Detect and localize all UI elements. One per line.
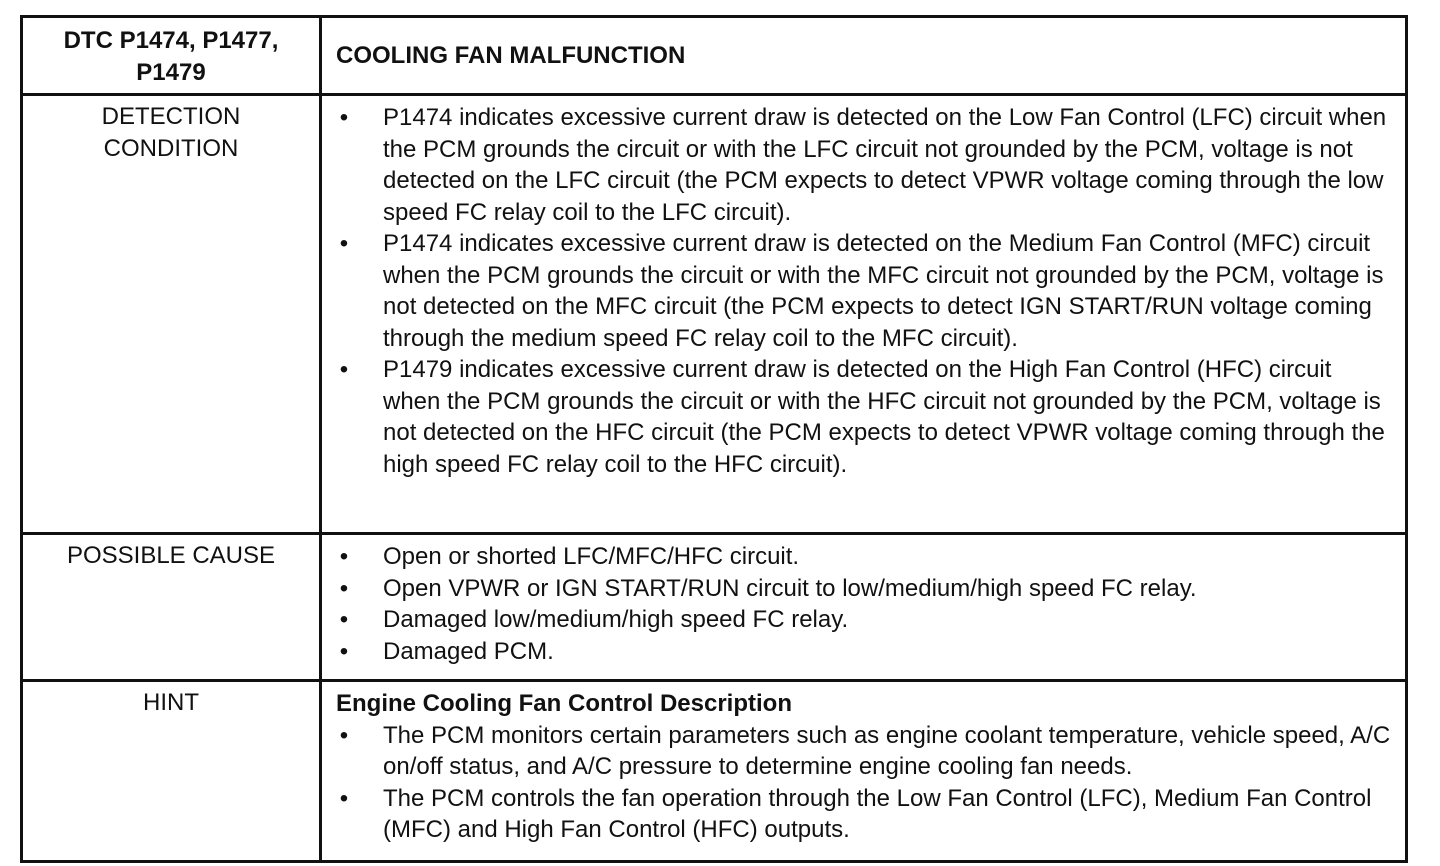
- bullet-icon: •: [339, 637, 349, 665]
- possible-cause-item: [336, 604, 1391, 636]
- detection-content: [321, 95, 1407, 534]
- bullet-icon: •: [339, 356, 349, 383]
- hint-content: [321, 681, 1407, 862]
- hint-item: [336, 720, 1391, 783]
- detection-item: [336, 228, 1391, 354]
- bullet-icon: •: [339, 574, 349, 602]
- detection-item: [336, 102, 1391, 228]
- detection-item-text: P1474 indicates excessive current draw is detected on the Low Fan Control (LFC) circuit when the PCM grounds the circuit or with the LFC circuit not grounded by the PCM, voltage is not detected on the LFC circuit (the PCM expects to detect VPWR voltage coming through the low speed FC relay coil to the LFC circuit).: [383, 104, 1387, 226]
- hint-label: HINT: [22, 681, 321, 862]
- hint-list: [336, 720, 1391, 846]
- bullet-icon: •: [339, 230, 349, 257]
- header-row: [22, 17, 1407, 95]
- hint-item-text: The PCM controls the fan operation through the Low Fan Control (LFC), Medium Fan Control (MFC) and High Fan Control (HFC) outputs.: [383, 784, 1372, 843]
- detection-item: [336, 354, 1391, 480]
- possible-cause-item-text: Open VPWR or IGN START/RUN circuit to low/medium/high speed FC relay.: [383, 574, 1197, 602]
- possible-cause-row: [22, 534, 1407, 681]
- possible-cause-label: POSSIBLE CAUSE: [22, 534, 321, 681]
- bullet-icon: •: [339, 721, 349, 749]
- possible-cause-list: [336, 541, 1391, 667]
- table-title: COOLING FAN MALFUNCTION: [321, 17, 1407, 95]
- possible-cause-item: [336, 636, 1391, 668]
- dtc-table: [20, 15, 1408, 863]
- detection-row: [22, 95, 1407, 534]
- dtc-codes-cell: DTC P1474, P1477, P1479: [22, 17, 321, 95]
- possible-cause-item: [336, 573, 1391, 605]
- hint-row: [22, 681, 1407, 862]
- possible-cause-item-text: Damaged PCM.: [383, 637, 554, 665]
- possible-cause-content: [321, 534, 1407, 681]
- detection-item-text: P1479 indicates excessive current draw is detected on the High Fan Control (HFC) circuit when the PCM grounds the circuit or with the HFC circuit not grounded by the PCM, voltage is not detected on the HFC circuit (the PCM expects to detect VPWR voltage coming through the high speed FC relay coil to the HFC circuit).: [383, 356, 1385, 478]
- detection-item-text: P1474 indicates excessive current draw is detected on the Medium Fan Control (MFC) circuit when the PCM grounds the circuit or with the MFC circuit not grounded by the PCM, voltage is not detected on the MFC circuit (the PCM expects to detect IGN START/RUN voltage coming through the medium speed FC relay coil to the MFC circuit).: [383, 230, 1384, 352]
- bullet-icon: •: [339, 104, 349, 131]
- hint-item-text: The PCM monitors certain parameters such as engine coolant temperature, vehicle speed, A/C on/off status, and A/C pressure to determine engine cooling fan needs.: [383, 721, 1391, 780]
- detection-label: DETECTION CONDITION: [22, 95, 321, 534]
- hint-heading: Engine Cooling Fan Control Description: [336, 690, 792, 717]
- possible-cause-item: [336, 541, 1391, 573]
- hint-item: [336, 783, 1391, 846]
- possible-cause-item-text: Damaged low/medium/high speed FC relay.: [383, 606, 849, 633]
- possible-cause-item-text: Open or shorted LFC/MFC/HFC circuit.: [383, 543, 800, 570]
- bullet-icon: •: [339, 784, 349, 812]
- bullet-icon: •: [339, 606, 349, 633]
- bullet-icon: •: [339, 543, 349, 570]
- detection-list: [336, 102, 1391, 480]
